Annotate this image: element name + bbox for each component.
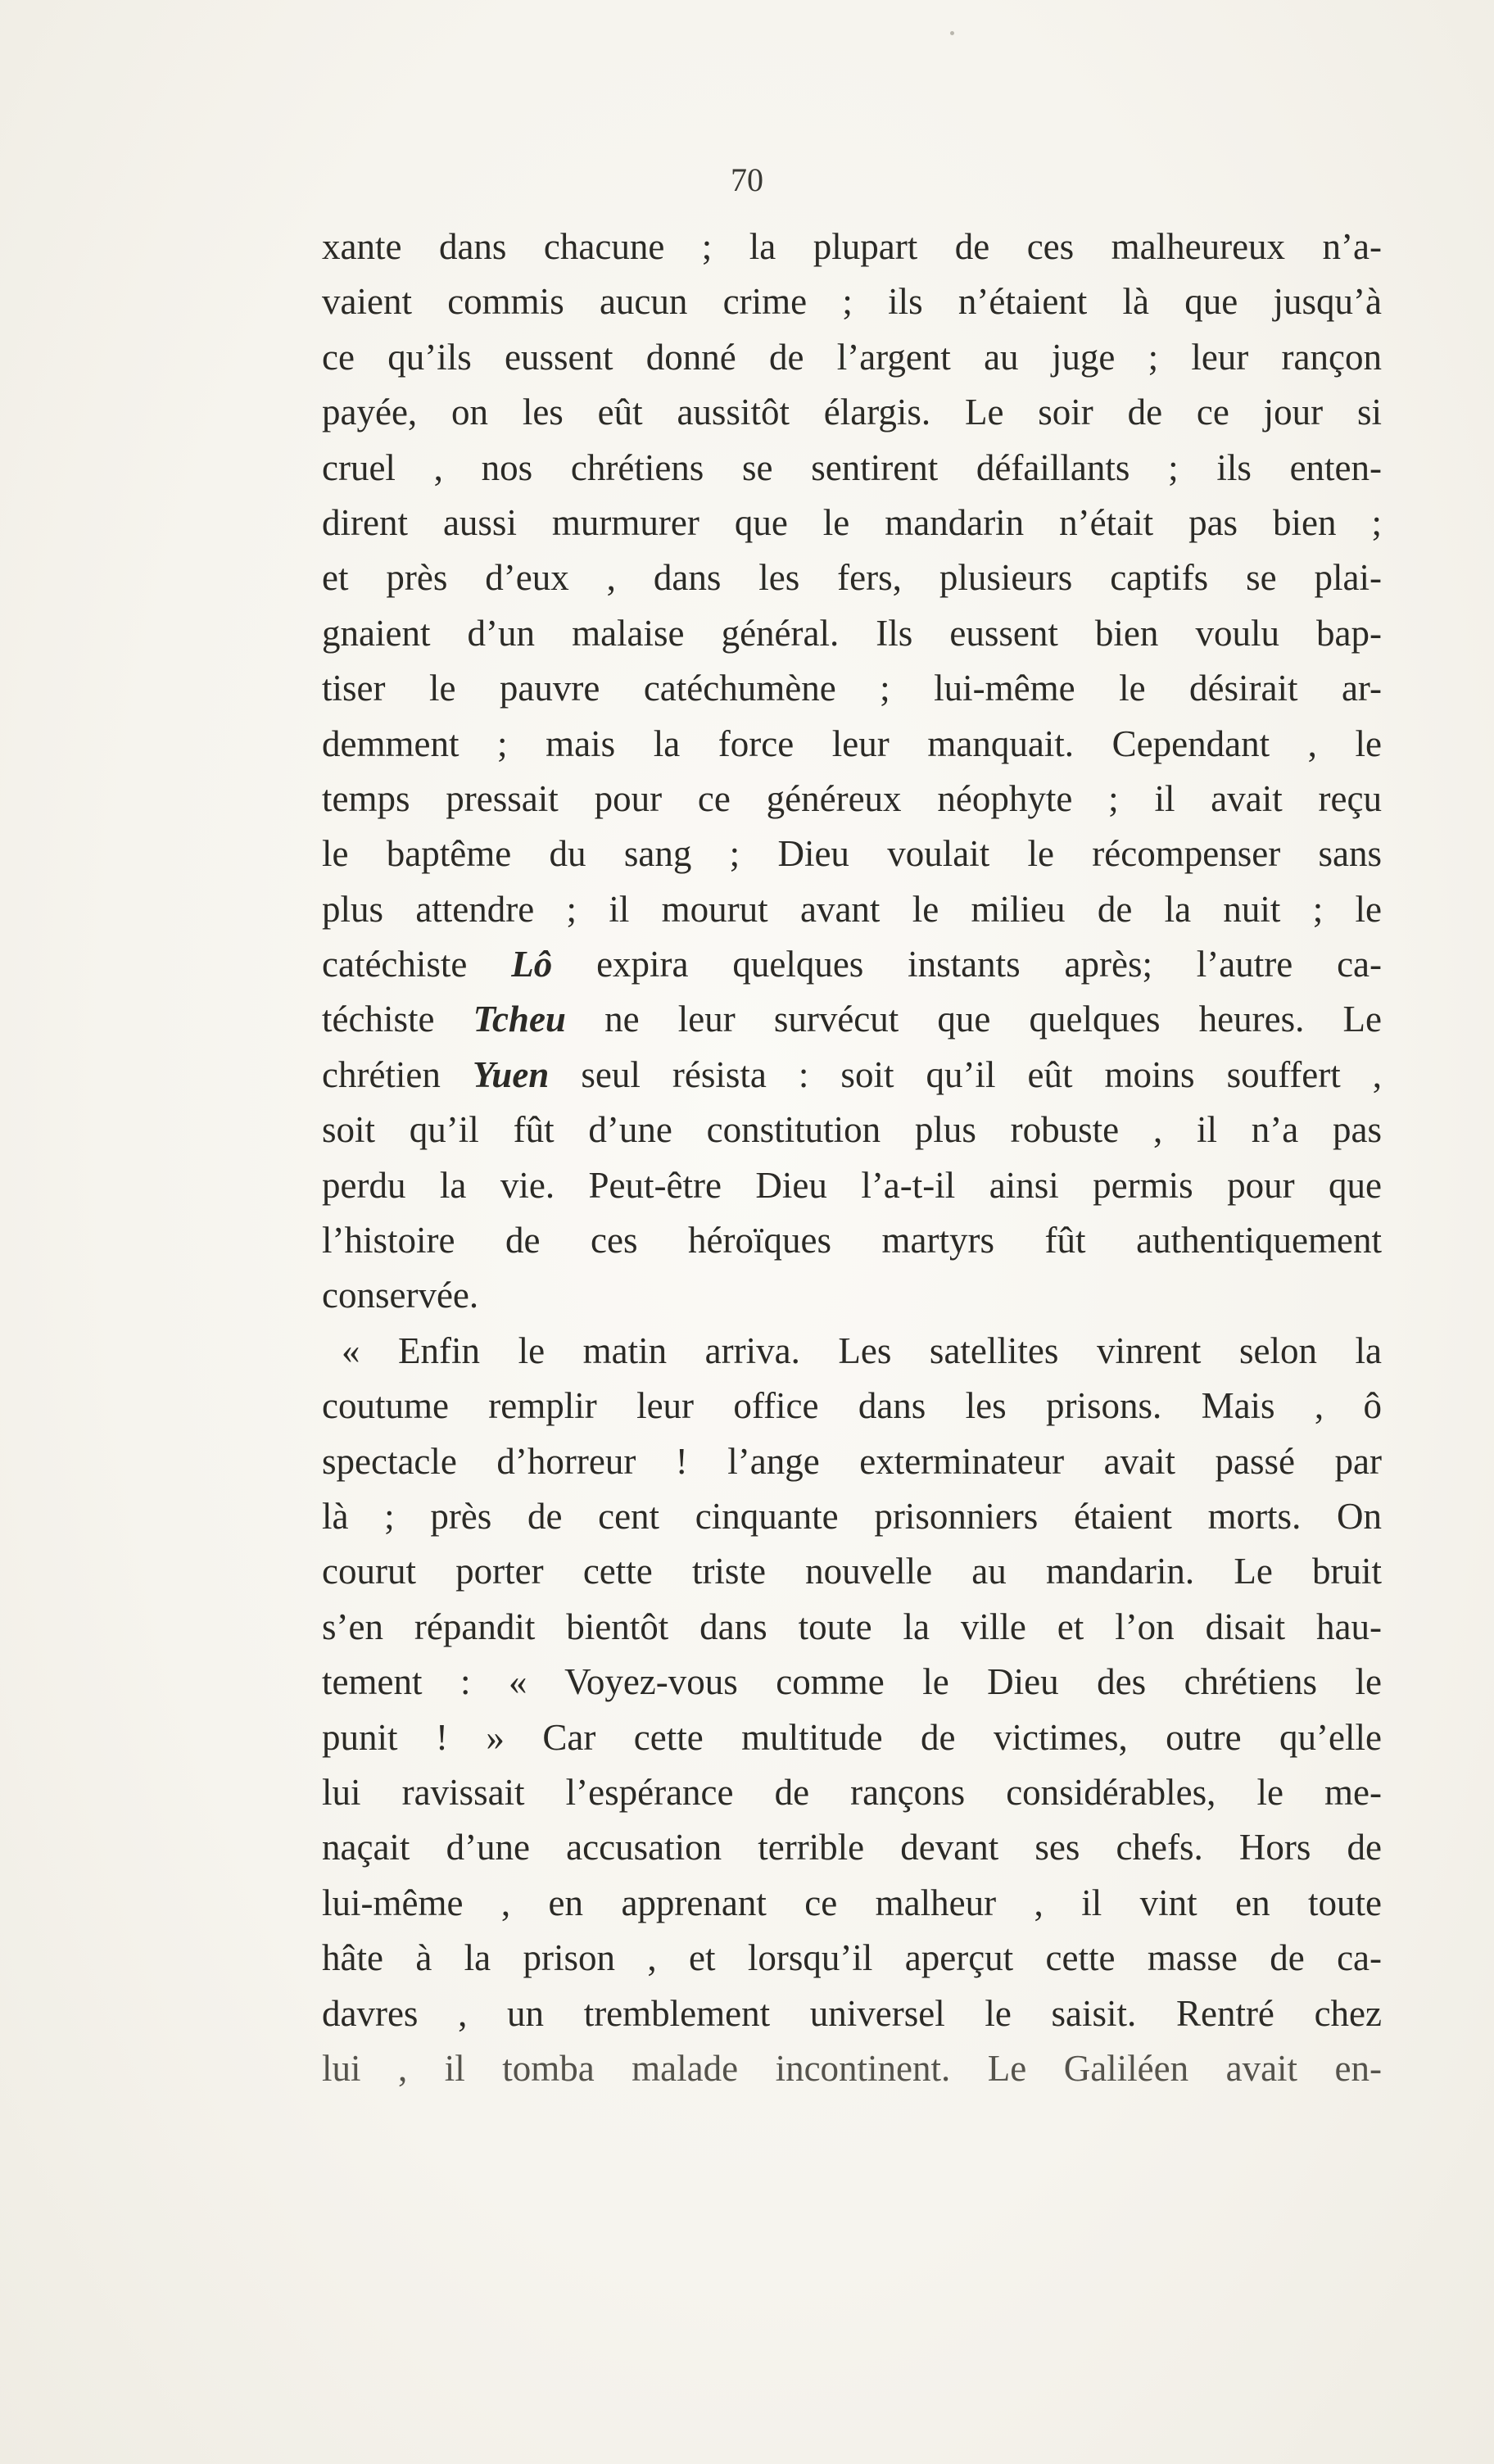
text-line: perdu la vie. Peut-être Dieu l’a-t-il ainsi permis pour que [322,1164,1382,1206]
text-line-with-name [322,992,1382,1047]
text-line: conservée. [322,1275,479,1316]
text-line: l’histoire de ces héroïques martyrs fût authentiquement [322,1220,1382,1261]
text-line: spectacle d’horreur ! l’ange exterminateur avait passé par [322,1440,1382,1482]
text-line: hâte à la prison , et lorsqu’il aperçut cette masse de ca- [322,1937,1382,1979]
text-line: xante dans chacune ; la plupart de ces malheureux n’a- [322,226,1382,267]
text-fragment: ne leur survécut que quelques heures. Le [565,999,1382,1040]
text-line: soit qu’il fût d’une constitution plus robuste , il n’a pas [322,1109,1382,1151]
text-line: et près d’eux , dans les fers, plusieurs captifs se plai- [322,557,1382,599]
text-line: lui-même , en apprenant ce malheur , il vint en toute [322,1882,1382,1923]
paper-speck [950,31,954,35]
text-line: plus attendre ; il mourut avant le milieu de la nuit ; le [322,888,1382,930]
italic-name: Tcheu [473,999,566,1040]
text-line: tement : « Voyez-vous comme le Dieu des chrétiens le [322,1661,1382,1703]
text-line: ce qu’ils eussent donné de l’argent au juge ; leur rançon [322,336,1382,378]
text-line: cruel , nos chrétiens se sentirent défaillants ; ils enten- [322,446,1382,488]
text-fragment: téchiste [322,999,473,1040]
text-line: demment ; mais la force leur manquait. Cependant , le [322,722,1382,764]
text-line: dirent aussi murmurer que le mandarin n’était pas bien ; [322,501,1382,543]
page-number: 70 [731,161,763,198]
text-line: lui , il tomba malade incontinent. Le Galiléen avait en- [322,2047,1382,2089]
text-line: coutume remplir leur office dans les prisons. Mais , ô [322,1385,1382,1427]
text-line: vaient commis aucun crime ; ils n’étaient là que jusqu’à [322,281,1382,323]
italic-name: Lô [511,944,553,985]
italic-name: Yuen [472,1053,550,1095]
text-line: naçait d’une accusation terrible devant ses chefs. Hors de [322,1827,1382,1868]
text-line: là ; près de cent cinquante prisonniers étaient morts. On [322,1495,1382,1537]
text-line: s’en répandit bientôt dans toute la ville et l’on disait hau- [322,1606,1382,1647]
text-line: gnaient d’un malaise général. Ils eussent bien voulu bap- [322,612,1382,654]
text-line-with-name [322,1048,1382,1103]
text-line: lui ravissait l’espérance de rançons considérables, le me- [322,1771,1382,1813]
text-line: temps pressait pour ce généreux néophyte ; il avait reçu [322,777,1382,819]
text-line: tiser le pauvre catéchumène ; lui-même le désirait ar- [322,668,1382,709]
text-fragment: expira quelques instants après; l’autre ca- [552,944,1382,985]
body-text [322,220,1382,2096]
text-line: courut porter cette triste nouvelle au mandarin. Le bruit [322,1551,1382,1592]
text-fragment: chrétien [322,1053,473,1095]
text-line-with-name [322,937,1382,992]
text-line: payée, on les eût aussitôt élargis. Le soir de ce jour si [322,392,1382,433]
paragraph-start-line: « Enfin le matin arriva. Les satellites vinrent selon la [342,1329,1382,1371]
text-line: punit ! » Car cette multitude de victimes, outre qu’elle [322,1716,1382,1758]
text-fragment: catéchiste [322,944,512,985]
text-line: le baptême du sang ; Dieu voulait le récompenser sans [322,833,1382,875]
text-line: davres , un tremblement universel le saisit. Rentré chez [322,1992,1382,2034]
text-fragment: seul résista : soit qu’il eût moins souffert , [549,1053,1382,1095]
